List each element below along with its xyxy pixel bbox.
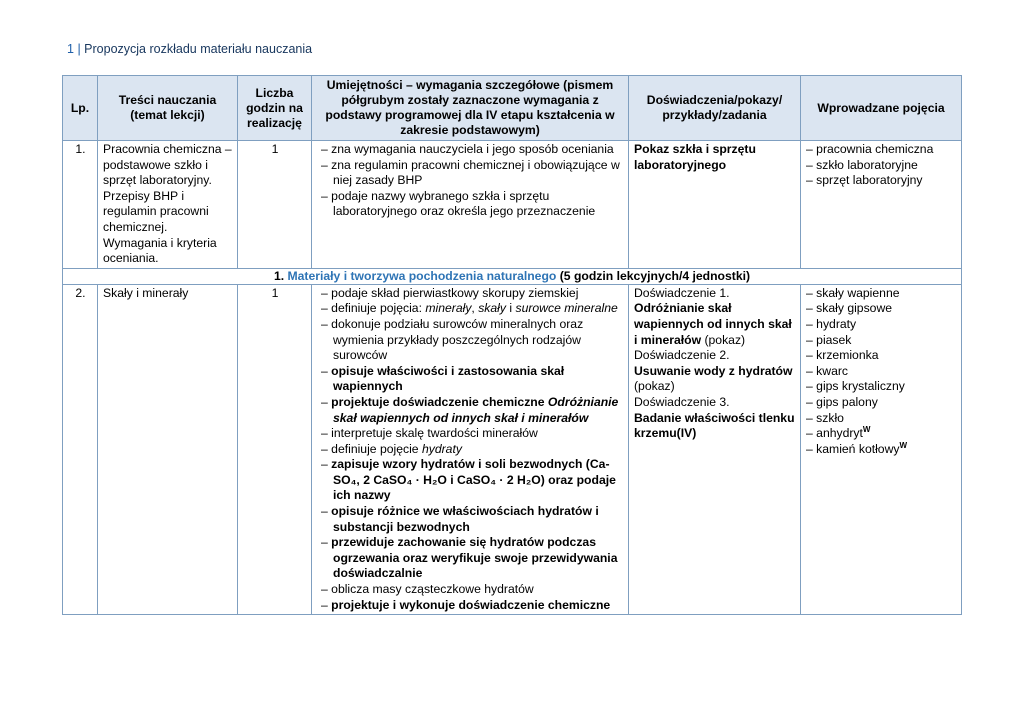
concept-item bbox=[806, 442, 957, 458]
col-header-lp: Lp. bbox=[63, 76, 98, 141]
term-rocks: skały bbox=[478, 301, 506, 316]
experiment-note: (pokaz) bbox=[634, 379, 675, 394]
section-number: 1. bbox=[273, 268, 285, 283]
extended-mark: W bbox=[862, 425, 871, 435]
skill-item: – zapisuje wzory hydratów i soli bezwodnych (Ca-SO₄, 2 CaSO₄ · H₂O i CaSO₄ · 2 H₂O) oraz podaje ich nazwy bbox=[317, 457, 624, 504]
row1-hours: 1 bbox=[238, 141, 312, 269]
term-minerals: minerały bbox=[425, 301, 472, 316]
concept-item: – szkło bbox=[806, 411, 957, 427]
col-header-topic: Treści nauczania (temat lekcji) bbox=[98, 76, 238, 141]
section-heading-row bbox=[63, 268, 962, 284]
concept-item: – pracownia chemiczna bbox=[806, 142, 957, 158]
skill-item bbox=[317, 301, 624, 317]
page-header bbox=[67, 42, 312, 56]
skill-text: i bbox=[505, 301, 516, 316]
experiment-item bbox=[634, 364, 796, 395]
concept-item: – szkło laboratoryjne bbox=[806, 158, 957, 174]
extended-mark: W bbox=[899, 440, 908, 450]
skill-item: – zna wymagania nauczyciela i jego sposób oceniania bbox=[317, 142, 624, 158]
row2-experiments bbox=[629, 284, 801, 614]
table-row bbox=[63, 284, 962, 614]
experiment-label: Doświadczenie 1. bbox=[634, 285, 730, 300]
col-header-skills: Umiejętności – wymagania szczegółowe (pismem półgrubym zostały zaznaczone wymagania z podstawy programowej dla IV etapu kształcenia w zakresie podstawowym) bbox=[312, 76, 629, 141]
skill-item: – opisuje różnice we właściwościach hydratów i substancji bezwodnych bbox=[317, 504, 624, 535]
concept-item: – skały gipsowe bbox=[806, 301, 957, 317]
skill-item: – zna regulamin pracowni chemicznej i obowiązujące w niej zasady BHP bbox=[317, 158, 624, 189]
skill-item: – dokonuje podziału surowców mineralnych oraz wymienia przykłady poszczególnych rodzajów surowców bbox=[317, 317, 624, 364]
section-title: Materiały i tworzywa pochodzenia naturalnego bbox=[287, 268, 557, 283]
row2-lp: 2. bbox=[63, 284, 98, 614]
experiment-title: Odróżnianie skał wapiennych od innych skał i minerałów bbox=[333, 394, 619, 425]
experiment-note: (pokaz) bbox=[704, 332, 746, 347]
term-hydrates: hydraty bbox=[421, 441, 462, 456]
skill-text: definiuje pojęcie bbox=[331, 441, 422, 456]
skill-text: , bbox=[471, 301, 479, 316]
skill-text: projektuje doświadczenie chemiczne bbox=[331, 394, 548, 409]
row1-concepts bbox=[801, 141, 962, 269]
row2-topic: Skały i minerały bbox=[98, 284, 238, 614]
header-separator: | bbox=[77, 42, 81, 56]
table-header-row bbox=[63, 76, 962, 141]
concept-item: – hydraty bbox=[806, 317, 957, 333]
skill-item: – oblicza masy cząsteczkowe hydratów bbox=[317, 582, 624, 598]
concept-item: – gips krystaliczny bbox=[806, 379, 957, 395]
col-header-concepts: Wprowadzane pojęcia bbox=[801, 76, 962, 141]
concept-item: – krzemionka bbox=[806, 348, 957, 364]
section-hours: (5 godzin lekcyjnych/4 jednostki) bbox=[559, 268, 751, 283]
curriculum-table bbox=[62, 75, 962, 615]
experiment-label: Doświadczenie 3. bbox=[634, 394, 730, 409]
row1-skills bbox=[312, 141, 629, 269]
page-title: Propozycja rozkładu materiału nauczania bbox=[84, 42, 313, 56]
col-header-experiments: Doświadczenia/pokazy/ przykłady/zadania bbox=[629, 76, 801, 141]
concept-item: – skały wapienne bbox=[806, 286, 957, 302]
skill-item: – podaje nazwy wybranego szkła i sprzętu laboratoryjnego oraz określa jego przeznaczenie bbox=[317, 189, 624, 220]
col-header-hours: Liczba godzin na realizację bbox=[238, 76, 312, 141]
section-heading bbox=[63, 268, 962, 284]
row2-concepts bbox=[801, 284, 962, 614]
concept-item: – piasek bbox=[806, 333, 957, 349]
row2-skills bbox=[312, 284, 629, 614]
page-number: 1 bbox=[67, 42, 74, 56]
skill-item: – podaje skład pierwiastkowy skorupy ziemskiej bbox=[317, 286, 624, 302]
concept-text: kamień kotłowy bbox=[816, 441, 900, 456]
concept-item: – gips palony bbox=[806, 395, 957, 411]
concept-item bbox=[806, 426, 957, 442]
skill-item: – projektuje i wykonuje doświadczenie chemiczne bbox=[317, 598, 624, 614]
experiment-title: Odróżnianie skał wapiennych od innych skał i minerałów bbox=[634, 301, 792, 347]
row2-hours: 1 bbox=[238, 284, 312, 614]
concept-text: anhydryt bbox=[816, 426, 863, 441]
skill-text: definiuje pojęcia: bbox=[331, 301, 426, 316]
experiment-title: Badanie właściwości tlenku krzemu(IV) bbox=[634, 410, 795, 441]
skill-item bbox=[317, 395, 624, 426]
row1-topic: Pracownia chemiczna – podstawowe szkło i sprzęt laboratoryjny. Przepisy BHP i regulamin pracowni chemicznej. Wymagania i kryteria oceniania. bbox=[98, 141, 238, 269]
experiment-title: Usuwanie wody z hydratów bbox=[634, 363, 793, 378]
skill-item: – przewiduje zachowanie się hydratów podczas ogrzewania oraz weryfikuje swoje przewidywania doświadczalnie bbox=[317, 535, 624, 582]
row1-experiments: Pokaz szkła i sprzętu laboratoryjnego bbox=[629, 141, 801, 269]
experiment-item bbox=[634, 301, 796, 348]
row1-lp: 1. bbox=[63, 141, 98, 269]
skill-item bbox=[317, 442, 624, 458]
table-row bbox=[63, 141, 962, 269]
term-raw-materials: surowce mineralne bbox=[515, 301, 618, 316]
skill-item: – interpretuje skalę twardości minerałów bbox=[317, 426, 624, 442]
experiment-label: Doświadczenie 2. bbox=[634, 348, 730, 363]
concept-item: – sprzęt laboratoryjny bbox=[806, 173, 957, 189]
skill-item: – opisuje właściwości i zastosowania skał wapiennych bbox=[317, 364, 624, 395]
concept-item: – kwarc bbox=[806, 364, 957, 380]
